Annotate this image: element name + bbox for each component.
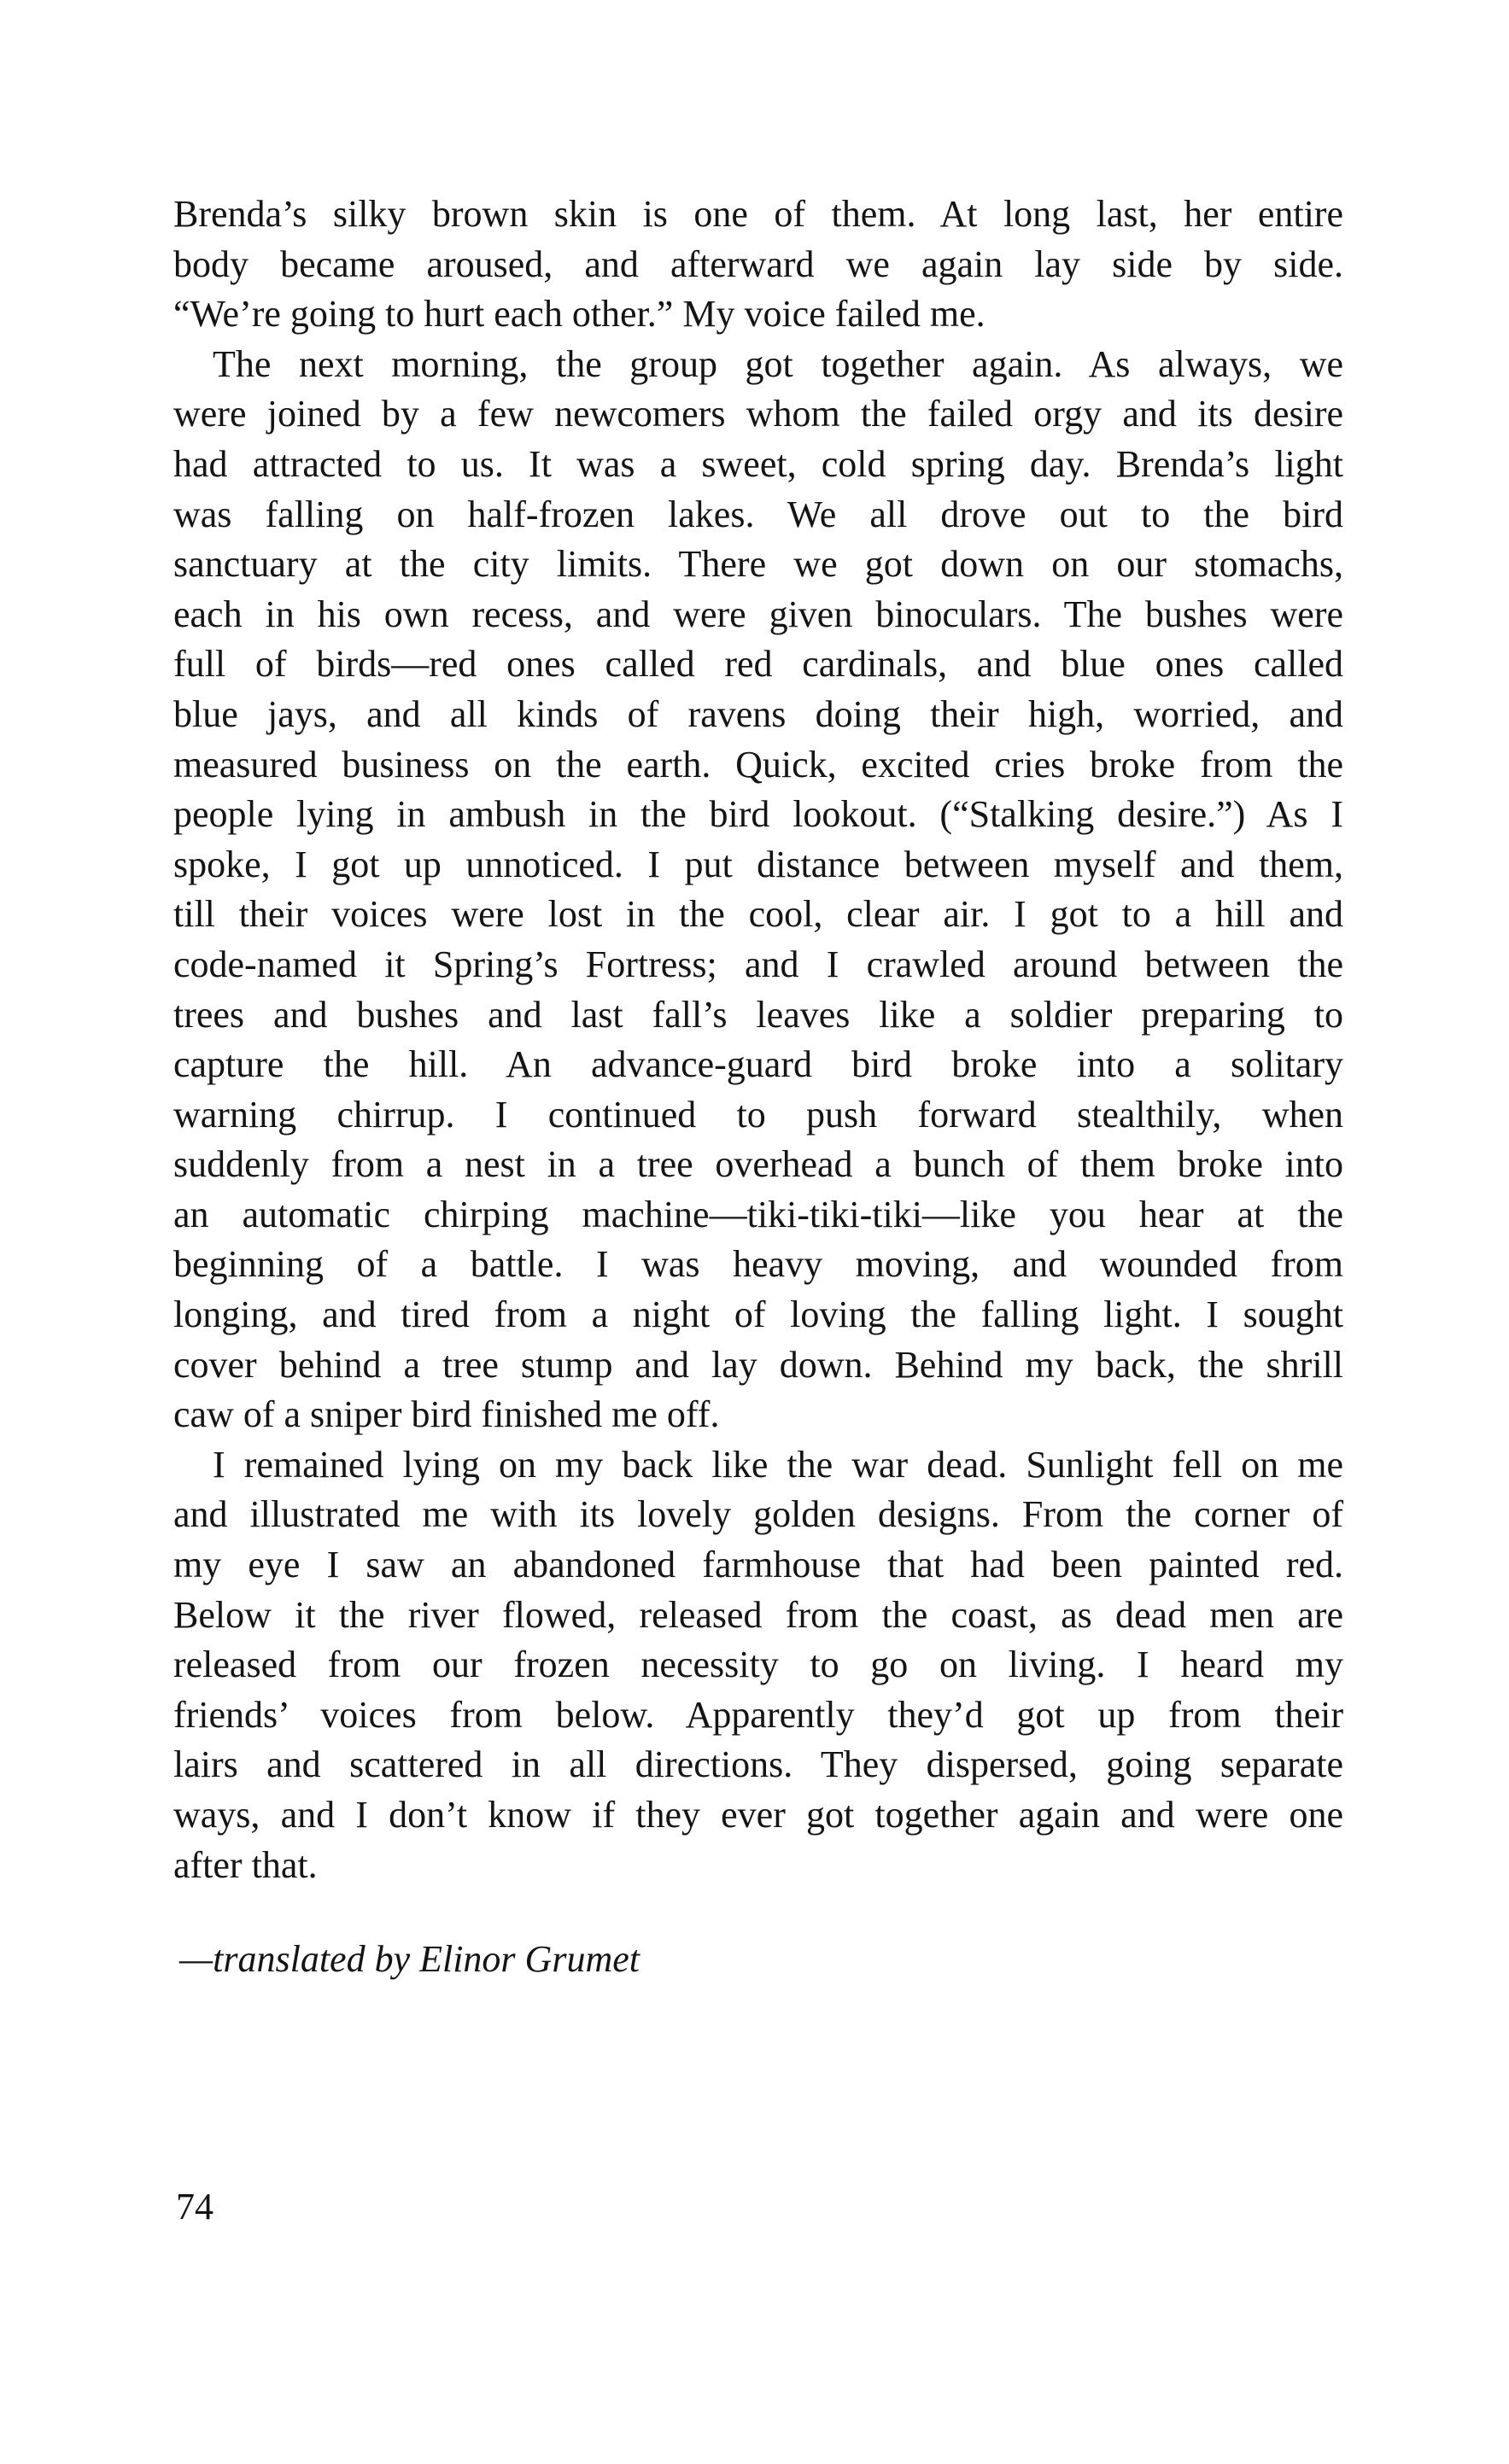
translator-credit: —translated by Elinor Grumet <box>179 1938 640 1980</box>
body-text <box>173 190 1343 1890</box>
text-line: blue jays, and all kinds of ravens doing their high, worried, and <box>173 692 1343 735</box>
text-line: had attracted to us. It was a sweet, cold spring day. Brenda’s light <box>173 442 1343 485</box>
text-line: after that. <box>173 1843 318 1886</box>
text-line: measured business on the earth. Quick, excited cries broke from the <box>173 743 1343 785</box>
text-line: released from our frozen necessity to go on living. I heard my <box>173 1644 1343 1686</box>
text-line: and illustrated me with its lovely golden designs. From the corner of <box>173 1493 1343 1536</box>
text-line: trees and bushes and last fall’s leaves like a soldier preparing to <box>173 993 1343 1036</box>
page-number: 74 <box>176 2186 213 2228</box>
text-line: The next morning, the group got together again. As always, we <box>213 342 1343 385</box>
text-line: cover behind a tree stump and lay down. Behind my back, the shrill <box>173 1343 1343 1386</box>
text-line: till their voices were lost in the cool, clear air. I got to a hill and <box>173 893 1343 936</box>
text-line: “We’re going to hurt each other.” My voice failed me. <box>173 293 986 336</box>
text-line: each in his own recess, and were given binoculars. The bushes were <box>173 593 1343 635</box>
text-line: full of birds—red ones called red cardinals, and blue ones called <box>173 643 1343 686</box>
text-line: I remained lying on my back like the war dead. Sunlight fell on me <box>213 1443 1343 1486</box>
text-line: was falling on half-frozen lakes. We all drove out to the bird <box>173 493 1343 535</box>
text-line: were joined by a few newcomers whom the failed orgy and its desire <box>173 393 1343 435</box>
text-line: caw of a sniper bird finished me off. <box>173 1393 720 1436</box>
text-line: longing, and tired from a night of loving the falling light. I sought <box>173 1293 1343 1336</box>
text-line: people lying in ambush in the bird lookout. (“Stalking desire.”) As I <box>173 793 1343 836</box>
text-line: code-named it Spring’s Fortress; and I crawled around between the <box>173 943 1343 985</box>
text-line: body became aroused, and afterward we again lay side by side. <box>173 242 1343 285</box>
text-line: Brenda’s silky brown skin is one of them. At long last, her entire <box>173 193 1343 235</box>
text-line: friends’ voices from below. Apparently they’d got up from their <box>173 1693 1343 1736</box>
text-line: warning chirrup. I continued to push forward stealthily, when <box>173 1093 1343 1136</box>
text-line: lairs and scattered in all directions. They dispersed, going separate <box>173 1743 1343 1786</box>
text-line: Below it the river flowed, released from the coast, as dead men are <box>173 1593 1343 1636</box>
text-line: ways, and I don’t know if they ever got together again and were one <box>173 1794 1343 1836</box>
text-line: beginning of a battle. I was heavy moving, and wounded from <box>173 1243 1343 1286</box>
text-line: suddenly from a nest in a tree overhead a bunch of them broke into <box>173 1143 1343 1186</box>
text-line: spoke, I got up unnoticed. I put distance between myself and them, <box>173 843 1343 885</box>
text-line: an automatic chirping machine—tiki-tiki-tiki—like you hear at the <box>173 1193 1343 1235</box>
text-line: sanctuary at the city limits. There we got down on our stomachs, <box>173 543 1343 586</box>
text-line: capture the hill. An advance-guard bird broke into a solitary <box>173 1043 1343 1086</box>
text-line: my eye I saw an abandoned farmhouse that had been painted red. <box>173 1544 1343 1586</box>
